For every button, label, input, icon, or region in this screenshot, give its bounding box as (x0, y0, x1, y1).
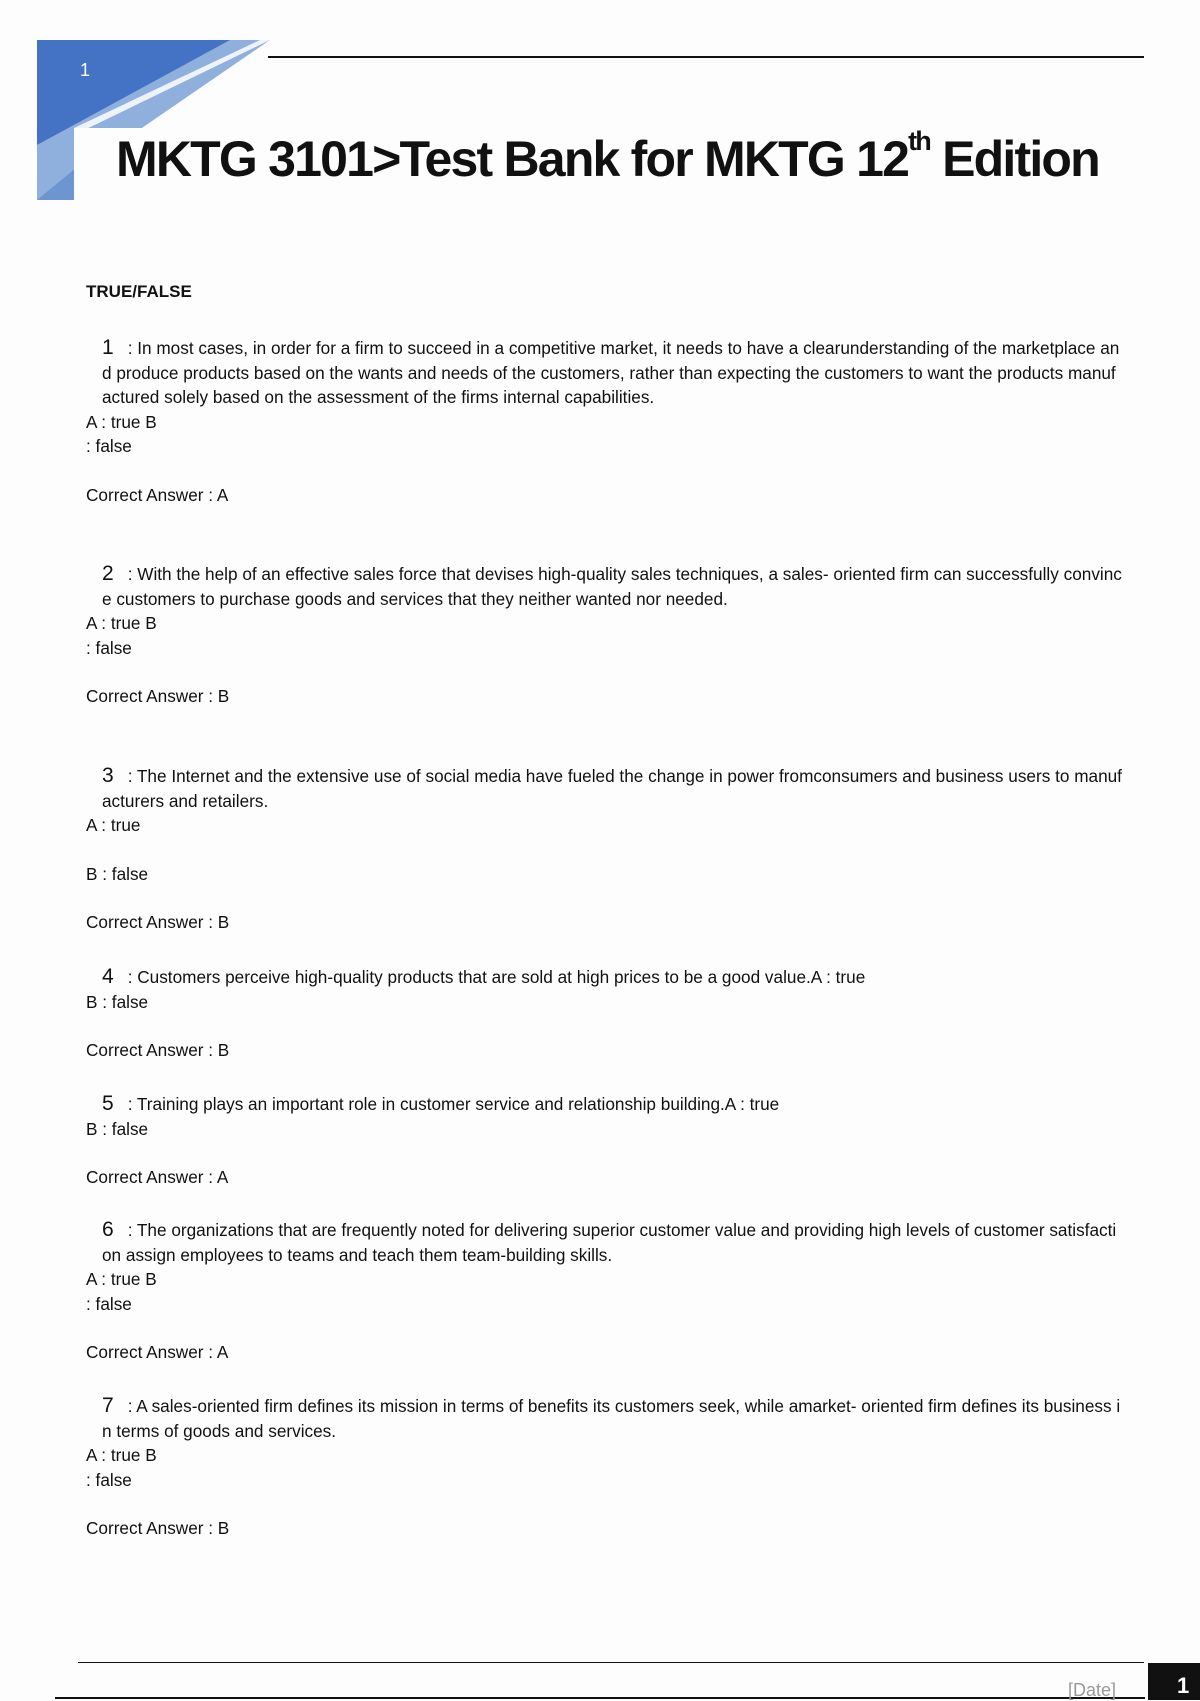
document-title: MKTG 3101>Test Bank for MKTG 12th Edition (116, 126, 1099, 187)
options-line-1: B : false (86, 1118, 149, 1139)
header-page-number: 1 (80, 60, 91, 80)
options-line-2: : false (86, 436, 132, 456)
question-6: 6 : The organizations that are frequently noted for delivering superior customer value and providing high levels of customer satisfaction assign employees to teams and teach them team-building skills. A : true B : false Correct Answer : A (86, 1218, 1122, 1365)
options-line-1: A : true B (86, 411, 157, 432)
options-line-1: A : true B (86, 1445, 157, 1465)
footer-rule (78, 1662, 1144, 1663)
correct-answer: Correct Answer : A (86, 1167, 229, 1187)
question-4: 4 : Customers perceive high-quality products that are sold at high prices to be a good value.A : true B : false Correct Answer : B (86, 965, 1122, 1063)
question-2: 2 : With the help of an effective sales force that devises high-quality sales techniques, a sales- oriented firm can successfully convince customers to purchase goods and services that they neither wanted nor needed. A : true B : false Correct Answer : B (86, 562, 1122, 709)
correct-answer: Correct Answer : B (86, 686, 230, 706)
options-line-1: A : true (86, 815, 141, 835)
options-line-1: A : true B (86, 1269, 157, 1289)
question-7: 7 : A sales-oriented firm defines its mission in terms of benefits its customers seek, while amarket- oriented firm defines its business in terms of goods and services. A : true B : false Correct Answer : B (86, 1394, 1122, 1541)
footer-page-number: 1 (1177, 1673, 1190, 1698)
question-3: 3 : The Internet and the extensive use of social media have fueled the change in power fromconsumers and business users to manufacturers and retailers. A : true B : false Correct Answer : B (86, 764, 1122, 935)
correct-answer: Correct Answer : B (86, 1518, 230, 1538)
options-line-2: : false (86, 1293, 132, 1314)
question-5: 5 : Training plays an important role in customer service and relationship building.A : true B : false Correct Answer : A (86, 1092, 1122, 1190)
correct-answer: Correct Answer : A (86, 1342, 229, 1362)
footer-rule-bottom (55, 1697, 1145, 1699)
correct-answer: Correct Answer : B (86, 1040, 230, 1060)
options-line-1: B : false (86, 991, 149, 1012)
footer-date: [Date] (1068, 1680, 1117, 1700)
question-1: 1 : In most cases, in order for a firm to succeed in a competitive market, it needs to have a clearunderstanding of the marketplace and produce products based on the wants and needs of the customers, rather than expecting the customers to want the products manufactured solely based on the assessment of the firms internal capabilities. A : true B : false Correct Answer : A (86, 336, 1122, 507)
options-line-2: B : false (86, 863, 149, 884)
header-rule (268, 56, 1144, 58)
footer-page-box (1148, 1663, 1200, 1700)
correct-answer: Correct Answer : B (86, 912, 230, 932)
options-line-1: A : true B (86, 613, 157, 633)
section-heading: TRUE/FALSE (86, 282, 192, 301)
options-line-2: : false (86, 1469, 132, 1490)
options-line-2: : false (86, 637, 132, 658)
correct-answer: Correct Answer : A (86, 484, 229, 505)
